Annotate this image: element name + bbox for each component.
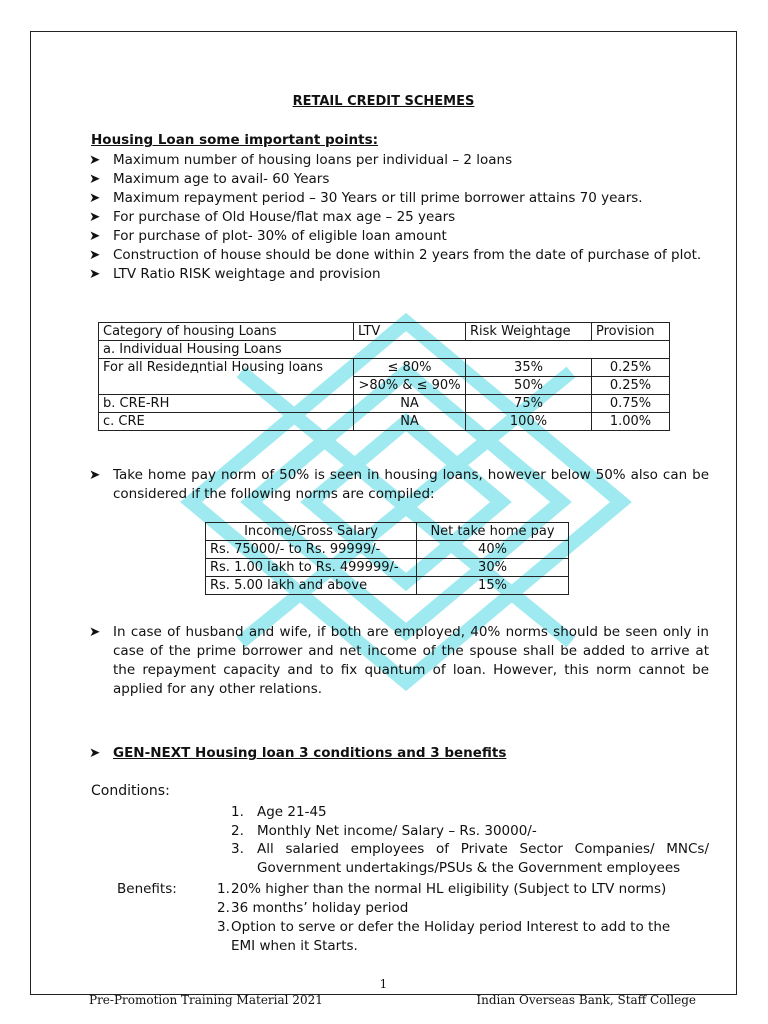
table-cell: Rs. 75000/- to Rs. 99999/- <box>206 541 417 559</box>
table-cell: 40% <box>417 541 569 559</box>
header-net-pay: Net take home pay <box>417 523 569 541</box>
table-cell: Rs. 1.00 lakh to Rs. 499999/- <box>206 559 417 577</box>
group-label: a. Individual Housing Loans <box>99 341 670 359</box>
list-item: ➤ Maximum repayment period – 30 Years or till prime borrower attains 70 years. <box>89 190 643 206</box>
table-row <box>99 341 670 359</box>
arrow-bullet-icon: ➤ <box>89 209 101 225</box>
table-row <box>206 559 569 577</box>
benefits-list <box>217 880 697 956</box>
header-category: Category of housing Loans <box>99 323 354 341</box>
footer-right: Indian Overseas Bank, Staff College <box>476 993 696 1007</box>
table-cell: 0.25% <box>592 359 670 377</box>
conditions-label: Conditions: <box>91 783 170 799</box>
table-cell: b. CRE-RH <box>99 395 354 413</box>
table-cell: 1.00% <box>592 413 670 431</box>
arrow-bullet-icon: ➤ <box>89 152 101 168</box>
table-cell: >80% & ≤ 90% <box>354 377 466 395</box>
table-header-row <box>99 323 670 341</box>
salary-table <box>205 522 569 595</box>
table-cell: 0.75% <box>592 395 670 413</box>
list-item: 2. 36 months’ holiday period <box>217 900 409 916</box>
conditions-list <box>229 803 709 877</box>
arrow-bullet-icon: ➤ <box>89 171 101 187</box>
list-item: 2. Monthly Net income/ Salary – Rs. 30000/- <box>231 822 537 839</box>
table-row <box>206 541 569 559</box>
header-provision: Provision <box>592 323 670 341</box>
spouse-note: ➤ In case of husband and wife, if both are employed, 40% norms should be seen only in case of the prime borrower and net income of the spouse shall be added to arrive at the repayment capacity and to fix quantum of loan. However, this norm cannot be applied for any other relations. <box>89 624 709 697</box>
take-home-note: ➤ Take home pay norm of 50% is seen in housing loans, however below 50% also can be considered if the following norms are compiled: <box>89 467 709 502</box>
arrow-bullet-icon: ➤ <box>89 467 101 483</box>
table-cell: 30% <box>417 559 569 577</box>
section-heading: Housing Loan some important points: <box>91 132 379 148</box>
gen-next-heading: ➤ GEN-NEXT Housing loan 3 conditions and 3 benefits <box>89 745 507 761</box>
table-row <box>99 359 670 377</box>
ltv-table <box>98 322 670 431</box>
table-cell: 35% <box>466 359 592 377</box>
footer-left: Pre-Promotion Training Material 2021 <box>89 993 323 1007</box>
list-item: 3. Option to serve or defer the Holiday period Interest to add to the EMI when it Starts. <box>217 919 671 954</box>
table-cell: NA <box>354 413 466 431</box>
list-item: 1. 20% higher than the normal HL eligibility (Subject to LTV norms) <box>217 881 667 897</box>
list-item: ➤ For purchase of Old House/flat max age – 25 years <box>89 209 456 225</box>
page-number: 1 <box>379 977 388 991</box>
table-cell: 15% <box>417 577 569 595</box>
header-ltv: LTV <box>354 323 466 341</box>
list-item: 3. All salaried employees of Private Sector Companies/ MNCs/ Government undertakings/PSUs & the Government employees <box>231 841 709 876</box>
header-risk: Risk Weightage <box>466 323 592 341</box>
points-list <box>89 151 709 284</box>
page <box>30 31 737 1007</box>
sub-label: For all Resideдntial Housing loans <box>99 359 354 395</box>
table-row <box>99 395 670 413</box>
arrow-bullet-icon: ➤ <box>89 247 101 263</box>
list-item: ➤ Construction of house should be done within 2 years from the date of purchase of plot. <box>89 247 702 263</box>
arrow-bullet-icon: ➤ <box>89 228 101 244</box>
table-row <box>99 413 670 431</box>
table-cell: 75% <box>466 395 592 413</box>
table-row <box>206 577 569 595</box>
arrow-bullet-icon: ➤ <box>89 624 101 640</box>
document-title: RETAIL CREDIT SCHEMES <box>292 94 475 109</box>
table-cell: Rs. 5.00 lakh and above <box>206 577 417 595</box>
table-cell: 50% <box>466 377 592 395</box>
list-item: ➤ Maximum number of housing loans per individual – 2 loans <box>89 152 513 168</box>
benefits-label: Benefits: <box>117 881 177 897</box>
header-income: Income/Gross Salary <box>206 523 417 541</box>
table-cell: c. CRE <box>99 413 354 431</box>
table-cell: 0.25% <box>592 377 670 395</box>
arrow-bullet-icon: ➤ <box>89 745 101 761</box>
table-cell: NA <box>354 395 466 413</box>
list-item: ➤ Maximum age to avail- 60 Years <box>89 171 330 187</box>
table-cell: ≤ 80% <box>354 359 466 377</box>
arrow-bullet-icon: ➤ <box>89 266 101 282</box>
arrow-bullet-icon: ➤ <box>89 190 101 206</box>
list-item: ➤ LTV Ratio RISK weightage and provision <box>89 266 381 282</box>
table-cell: 100% <box>466 413 592 431</box>
list-item: ➤ For purchase of plot- 30% of eligible loan amount <box>89 228 447 244</box>
list-item: 1. Age 21-45 <box>231 804 327 820</box>
table-header-row <box>206 523 569 541</box>
